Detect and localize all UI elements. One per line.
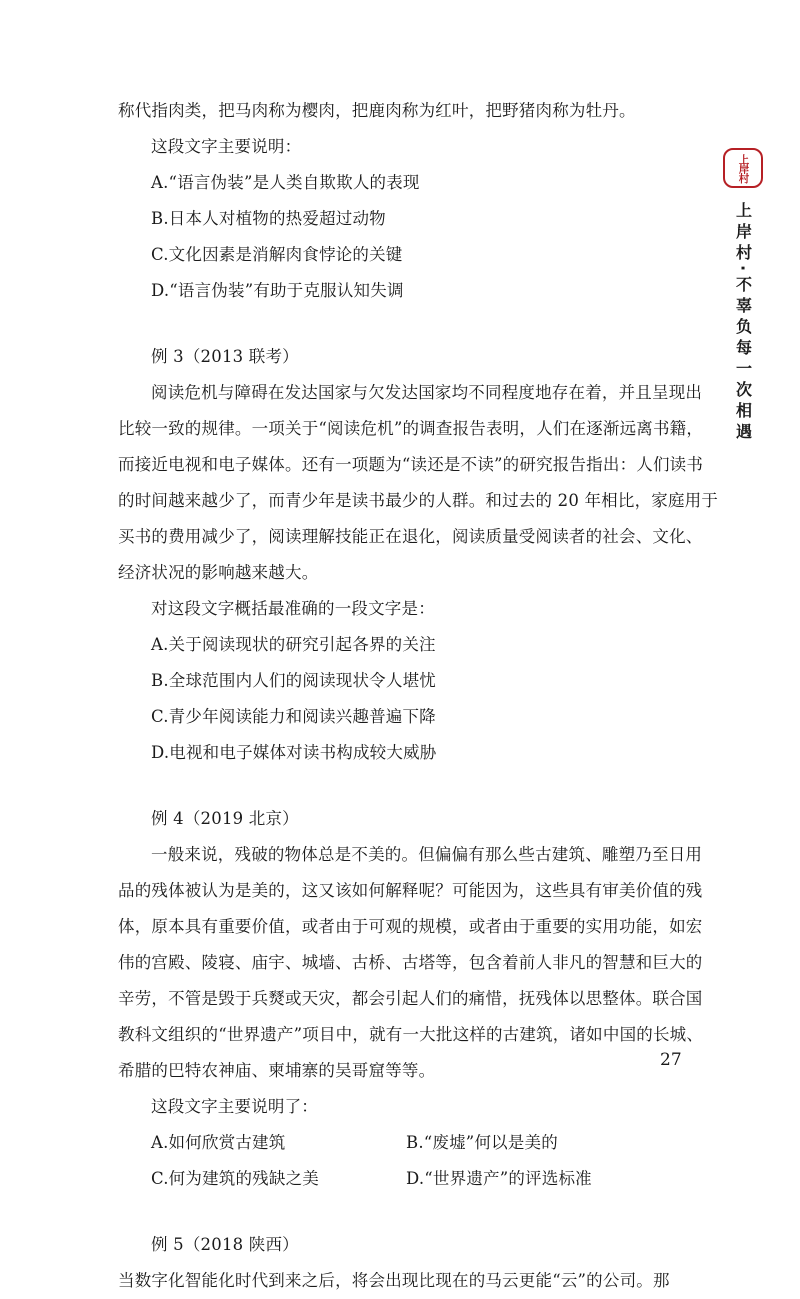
paragraph-line: 而接近电视和电子媒体。还有一项题为“读还是不读”的研究报告指出：人们读书 — [118, 455, 704, 474]
option-b: B.全球范围内人们的阅读现状令人堪忧 — [151, 671, 436, 690]
paragraph-line: 的时间越来越少了，而青少年是读书最少的人群。和过去的 20 年相比，家庭用于 — [118, 491, 719, 510]
paragraph-line: 当数字化智能化时代到来之后，将会出现比现在的马云更能“云”的公司。那 — [118, 1271, 670, 1290]
option-d: D.电视和电子媒体对读书构成较大威胁 — [151, 743, 437, 762]
option-b: B.“废墟”何以是美的 — [406, 1133, 558, 1152]
paragraph-line: 经济状况的影响越来越大。 — [118, 563, 319, 582]
option-c: C.青少年阅读能力和阅读兴趣普遍下降 — [151, 707, 436, 726]
question-stem: 这段文字主要说明了： — [151, 1097, 318, 1116]
paragraph-line: 希腊的巴特农神庙、柬埔寨的吴哥窟等等。 — [118, 1061, 436, 1080]
paragraph-line: 伟的宫殿、陵寝、庙宇、城墙、古桥、古塔等，包含着前人非凡的智慧和巨大的 — [118, 953, 703, 972]
paragraph-line: 买书的费用减少了，阅读理解技能正在退化，阅读质量受阅读者的社会、文化、 — [118, 527, 703, 546]
paragraph-line: 品的残体被认为是美的，这又该如何解释呢？可能因为，这些具有审美价值的残 — [118, 881, 703, 900]
option-a: A.关于阅读现状的研究引起各界的关注 — [151, 635, 436, 654]
paragraph-line: 辛劳，不管是毁于兵燹或天灾，都会引起人们的痛惜，抚残体以思整体。联合国 — [118, 989, 703, 1008]
paragraph-line: 教科文组织的“世界遗产”项目中，就有一大批这样的古建筑，诸如中国的长城、 — [118, 1025, 704, 1044]
options-row — [118, 1125, 688, 1161]
logo-text: 上岸村 — [737, 153, 750, 183]
paragraph-line: 体，原本具有重要价值，或者由于可观的规模，或者由于重要的实用功能，如宏 — [118, 917, 703, 936]
option-c: C.文化因素是消解肉食悖论的关键 — [151, 245, 403, 264]
paragraph-line: 称代指肉类，把马肉称为樱肉，把鹿肉称为红叶，把野猪肉称为牡丹。 — [118, 101, 636, 120]
option-d: D.“语言伪装”有助于克服认知失调 — [151, 281, 404, 300]
example-heading: 例 3（2013 联考） — [151, 347, 299, 366]
option-a: A.如何欣赏古建筑 — [151, 1133, 286, 1152]
paragraph-line: 比较一致的规律。一项关于“阅读危机”的调查报告表明，人们在逐渐远离书籍， — [118, 419, 704, 438]
paragraph-line: 一般来说，残破的物体总是不美的。但偏偏有那么些古建筑、雕塑乃至日用 — [151, 845, 703, 864]
example-heading: 例 5（2018 陕西） — [151, 1235, 299, 1254]
option-b: B.日本人对植物的热爱超过动物 — [151, 209, 386, 228]
option-a: A.“语言伪装”是人类自欺欺人的表现 — [151, 173, 420, 192]
logo-seal — [723, 148, 763, 188]
option-d: D.“世界遗产”的评选标准 — [406, 1169, 592, 1188]
options-row — [118, 1161, 688, 1197]
side-branding — [718, 148, 768, 444]
example-heading: 例 4（2019 北京） — [151, 809, 299, 828]
page-number: 27 — [660, 1050, 682, 1070]
page-body — [118, 93, 719, 1299]
question-stem: 对这段文字概括最准确的一段文字是： — [151, 599, 435, 618]
side-slogan: 上岸村·不辜负每一次相遇 — [733, 202, 753, 445]
question-stem: 这段文字主要说明： — [151, 137, 302, 156]
paragraph-line: 阅读危机与障碍在发达国家与欠发达国家均不同程度地存在着，并且呈现出 — [151, 383, 703, 402]
option-c: C.何为建筑的残缺之美 — [151, 1169, 319, 1188]
